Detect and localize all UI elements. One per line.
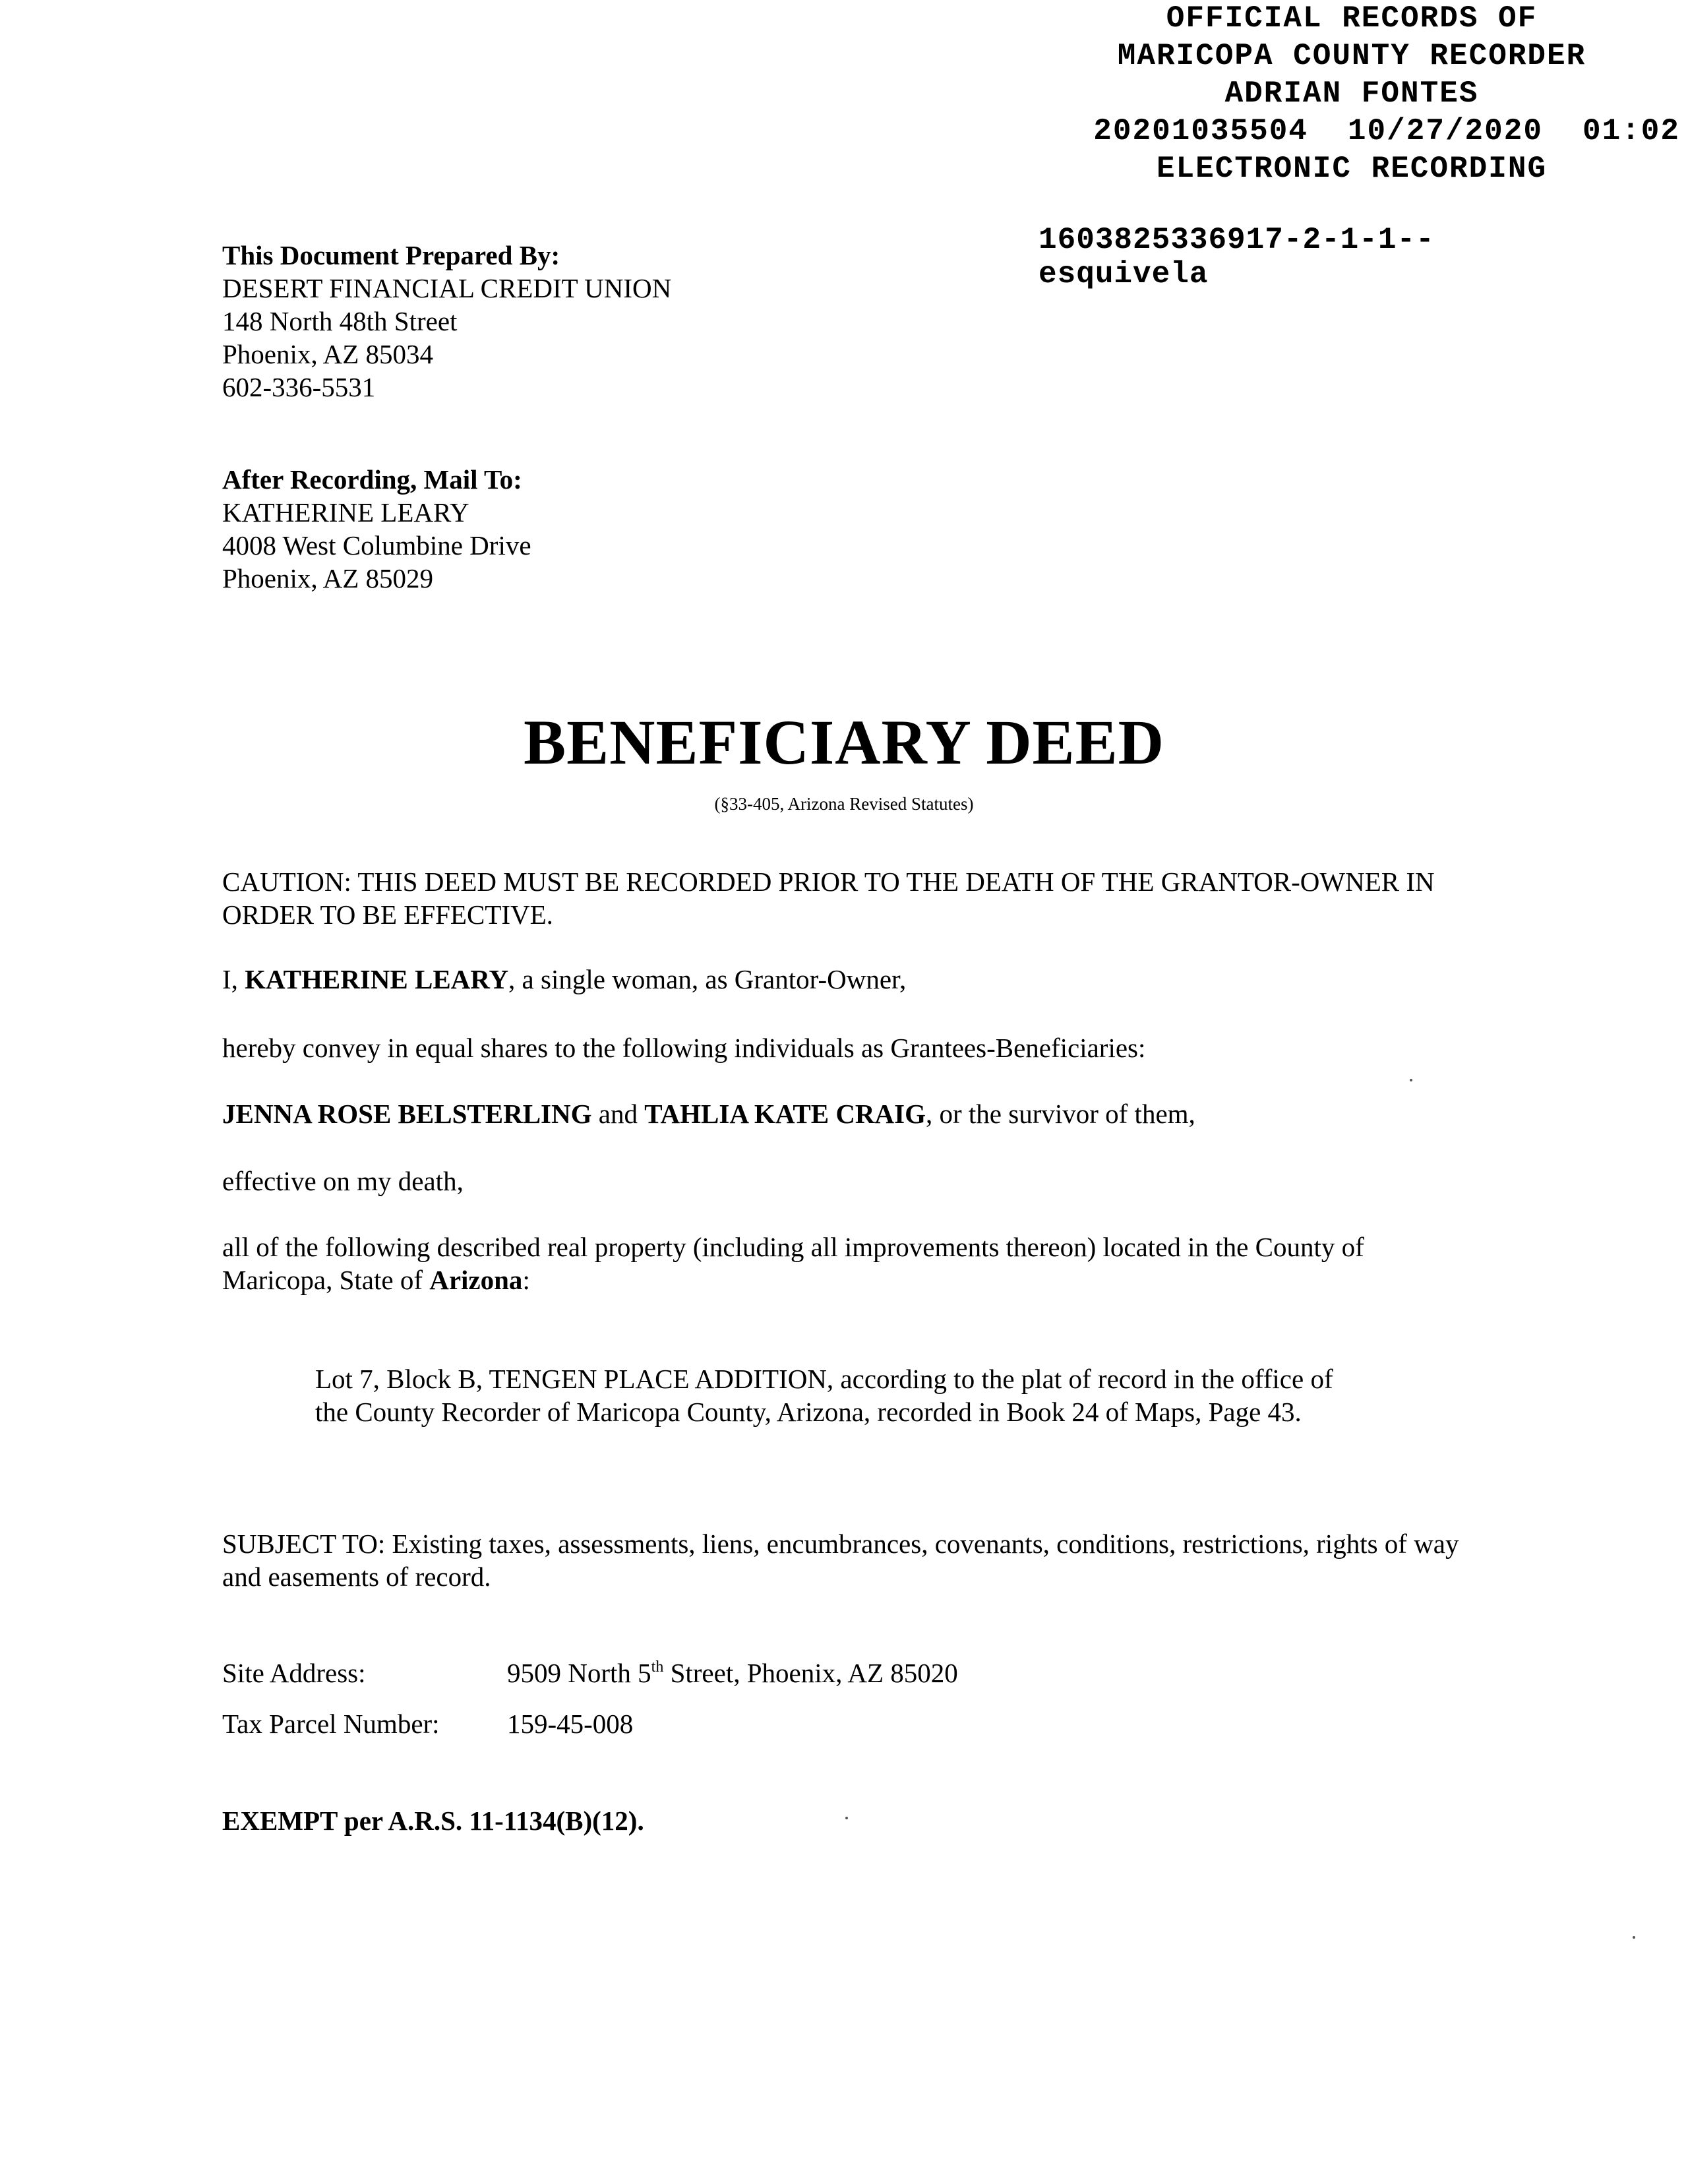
tax-parcel-row <box>222 1707 633 1740</box>
prepared-by-phone: 602-336-5531 <box>222 372 376 402</box>
effective-paragraph: effective on my death, <box>222 1166 464 1196</box>
grantor-prefix: I, <box>222 964 245 994</box>
grantees-suffix: , or the survivor of them, <box>926 1099 1195 1129</box>
stamp-line-electronic-recording: ELECTRONIC RECORDING <box>1156 152 1548 186</box>
mail-to-city: Phoenix, AZ 85029 <box>222 563 434 593</box>
convey-paragraph: hereby convey in equal shares to the following individuals as Grantees-Beneficiaries: <box>222 1033 1146 1063</box>
site-address-ordinal: th <box>651 1658 664 1676</box>
grantee-name-2: TAHLIA KATE CRAIG <box>644 1099 926 1129</box>
exempt-statement: EXEMPT per A.R.S. 11-1134(B)(12). <box>222 1805 644 1836</box>
prepared-by-heading: This Document Prepared By: <box>222 240 560 270</box>
prepared-by-block <box>222 239 671 404</box>
grantees-joiner: and <box>591 1099 645 1129</box>
scan-speck <box>1633 1936 1635 1939</box>
prepared-by-street: 148 North 48th Street <box>222 306 458 336</box>
prepared-by-name: DESERT FINANCIAL CREDIT UNION <box>222 273 672 303</box>
stamp-recording-info <box>1015 113 1688 150</box>
mail-to-street: 4008 West Columbine Drive <box>222 530 531 561</box>
grantees-paragraph <box>222 1097 1462 1130</box>
mail-to-name: KATHERINE LEARY <box>222 497 469 528</box>
tax-parcel-label: Tax Parcel Number: <box>222 1709 440 1739</box>
stamp-document-number: 20201035504 <box>1093 114 1308 148</box>
stamp-line-county-recorder: MARICOPA COUNTY RECORDER <box>1117 39 1586 73</box>
grantor-suffix: , a single woman, as Grantor-Owner, <box>508 964 907 994</box>
stamp-line-recorder-name: ADRIAN FONTES <box>1224 76 1479 111</box>
recorder-stamp <box>1015 0 1688 188</box>
scan-speck <box>1410 1079 1412 1081</box>
site-address-street: Street, Phoenix, AZ 85020 <box>663 1658 958 1688</box>
grantor-paragraph <box>222 963 1462 996</box>
site-address-number: 9509 North 5 <box>507 1658 651 1688</box>
document-title: BENEFICIARY DEED <box>524 707 1164 777</box>
grantor-name: KATHERINE LEARY <box>245 964 509 994</box>
stamp-line-official-records: OFFICIAL RECORDS OF <box>1166 1 1538 36</box>
property-paragraph <box>222 1230 1462 1296</box>
site-address-row <box>222 1656 958 1689</box>
site-address-value <box>507 1658 958 1688</box>
property-text: all of the following described real property (including all improvements thereon) located in the County of Maricopa, State of <box>222 1232 1364 1295</box>
site-address-label: Site Address: <box>222 1658 366 1688</box>
statute-reference: (§33-405, Arizona Revised Statutes) <box>714 794 974 814</box>
stamp-file-code-user: esquivela <box>1039 257 1209 291</box>
grantee-name-1: JENNA ROSE BELSTERLING <box>222 1099 592 1129</box>
property-end: : <box>522 1265 530 1295</box>
stamp-file-code <box>1039 223 1435 291</box>
mail-to-block <box>222 463 531 595</box>
stamp-time: 01:02 <box>1582 114 1680 148</box>
mail-to-heading: After Recording, Mail To: <box>222 464 522 495</box>
subject-to-paragraph: SUBJECT TO: Existing taxes, assessments, liens, encumbrances, covenants, conditions, restrictions, rights of way and easements of record. <box>222 1529 1459 1592</box>
legal-description: Lot 7, Block B, TENGEN PLACE ADDITION, according to the plat of record in the office of the County Recorder of Maricopa County, Arizona, recorded in Book 24 of Maps, Page 43. <box>315 1364 1333 1427</box>
caution-paragraph: CAUTION: THIS DEED MUST BE RECORDED PRIOR TO THE DEATH OF THE GRANTOR-OWNER IN ORDER TO BE EFFECTIVE. <box>222 866 1435 930</box>
stamp-date: 10/27/2020 <box>1347 114 1543 148</box>
tax-parcel-value: 159-45-008 <box>507 1709 634 1739</box>
scan-speck <box>845 1817 848 1819</box>
property-state: Arizona <box>429 1265 523 1295</box>
prepared-by-city: Phoenix, AZ 85034 <box>222 339 434 369</box>
stamp-file-code-number: 1603825336917-2-1-1-- <box>1039 223 1435 257</box>
